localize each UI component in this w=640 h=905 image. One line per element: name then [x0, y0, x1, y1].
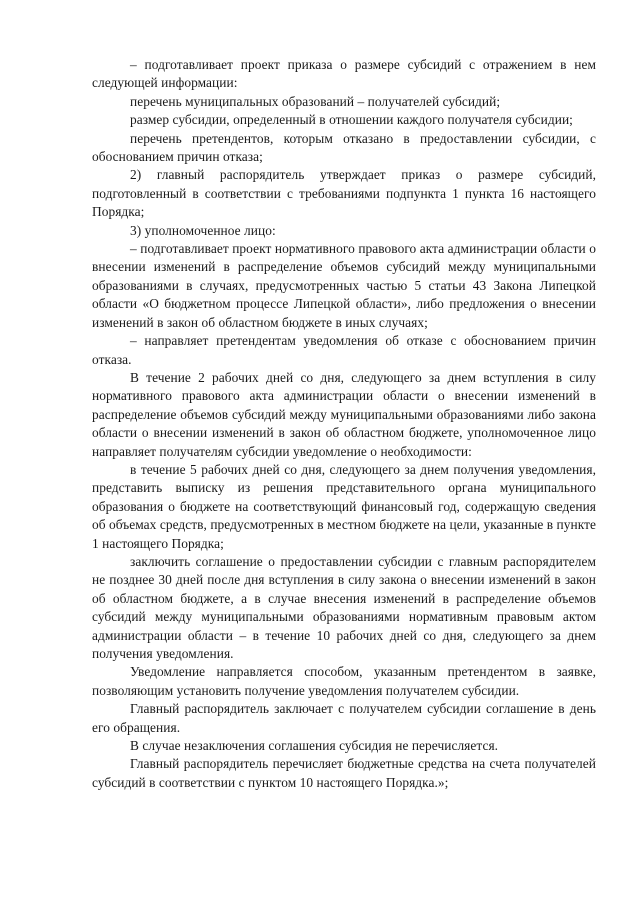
paragraph-send-refusals: – направляет претендентам уведомления об отказе с обоснованием причин отказа.	[92, 333, 596, 367]
paragraph-agreement-day: Главный распорядитель заключает с получателем субсидии соглашение в день его обращения.	[92, 701, 596, 735]
paragraph-five-days-extract: в течение 5 рабочих дней со дня, следующего за днем получения уведомления, представить выписку из решения представительного органа муниципального образования о бюджете на соответствующий финансовый год, содержащую сведения об объемах средств, предусмотренных в местном бюджете на цели, указанные в пункте 1 настоящего Порядка;	[92, 461, 596, 551]
paragraph-conclude-agreement: заключить соглашение о предоставлении субсидии с главным распорядителем не позднее 30 дней после дня вступления в силу закона о внесении изменений в закон об областном бюджете, а в случае внесения изменений в распределение объемов субсидий между муниципальными образованиями нормативным правовым актом администрации области – в течение 10 рабочих дней со дня, следующего за днем получения уведомления.	[92, 553, 596, 661]
paragraph-subsidy-size: размер субсидии, определенный в отношении каждого получателя субсидии;	[130, 112, 573, 128]
paragraph-prepare-order: – подготавливает проект приказа о размере субсидий с отражением в нем следующей информации:	[92, 57, 596, 91]
paragraph-refused-applicants: перечень претендентов, которым отказано в предоставлении субсидии, с обоснованием причин отказа;	[92, 130, 596, 165]
paragraph-prepare-legal-act: – подготавливает проект нормативного правового акта администрации области о внесении изменений в распределение объемов субсидий между муниципальными образованиями в случаях, предусмотренных частью 5 статьи 43 Закона Липецкой области «О бюджетном процессе Липецкой области», либо предложения о внесении изменений в закон об областном бюджете в иных случаях;	[92, 241, 596, 330]
paragraph-list-municipalities: перечень муниципальных образований – получателей субсидий;	[130, 93, 501, 109]
paragraph-no-agreement: В случае незаключения соглашения субсидия не перечисляется.	[130, 738, 499, 754]
paragraph-two-days-notice: В течение 2 рабочих дней со дня, следующего за днем вступления в силу нормативного правового акта администрации области о внесении изменений в распределение объемов субсидий между муниципальными образованиями либо закона области о внесении изменений в закон об областном бюджете, уполномоченное лицо направляет получателям субсидии уведомление о необходимости:	[92, 369, 596, 459]
paragraph-item-3: 3) уполномоченное лицо:	[130, 222, 276, 238]
paragraph-item-2: 2) главный распорядитель утверждает приказ о размере субсидий, подготовленный в соответствии с требованиями подпункта 1 пункта 16 настоящего Порядка;	[92, 167, 596, 220]
paragraph-funds-transfer: Главный распорядитель перечисляет бюджетные средства на счета получателей субсидий в соответствии с пунктом 10 настоящего Порядка.»;	[92, 756, 596, 790]
paragraph-notice-method: Уведомление направляется способом, указанным претендентом в заявке, позволяющим установить получение уведомления получателем субсидии.	[92, 664, 596, 698]
